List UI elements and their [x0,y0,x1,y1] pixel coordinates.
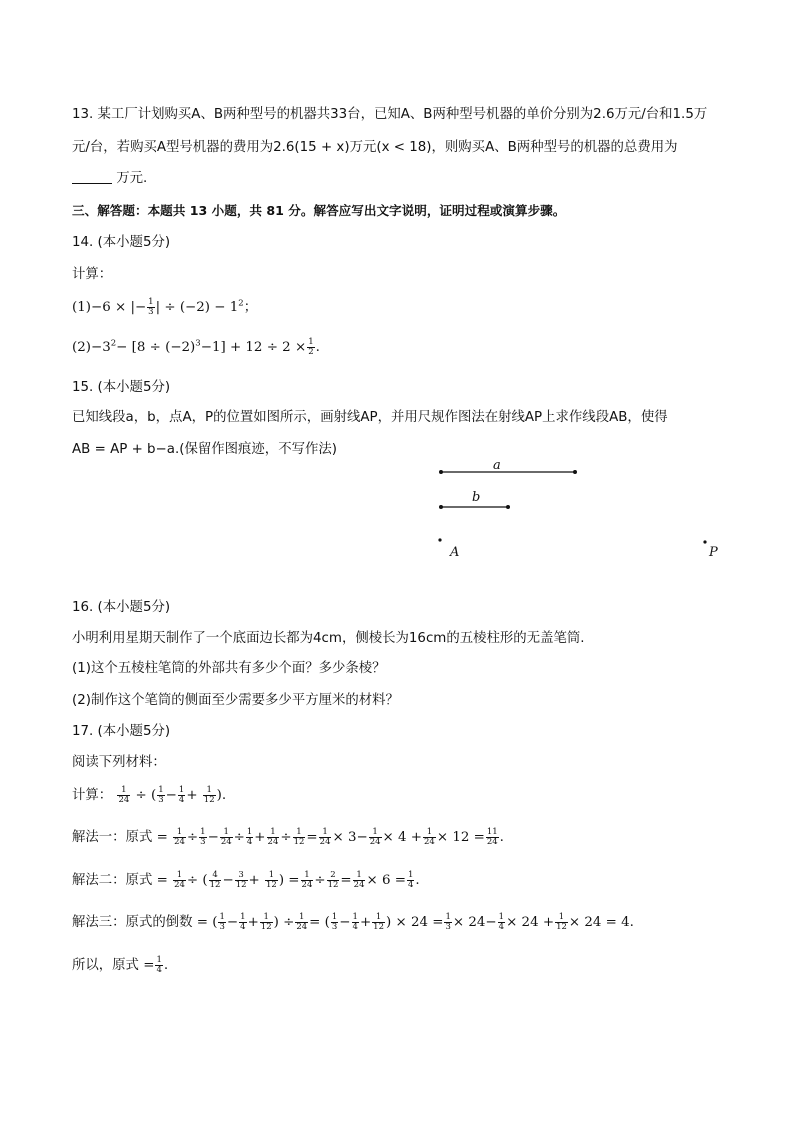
q14-part1: (1)−6 × |− $\frac{1}{3}$ | ÷ $(-2) - 1^2$； [72,297,258,317]
q14-part2: $(2)-3^2- [8 \div (-2)^3-1] + 12 \div 2$ × $\frac{1}{2}$ . [72,337,320,357]
point-P [703,540,706,543]
label-b: b [472,490,481,505]
segment-b-start [439,505,443,509]
q13-unit: 万元. [116,171,148,186]
q16-part1: (1)这个五棱柱笔筒的外部共有多少个面？多少条棱？ [72,661,386,676]
q14-heading: 14. (本小题5分) [72,235,171,250]
q15-heading: 15. (本小题5分) [72,380,171,395]
segment-a-start [439,470,443,474]
q17-method2: 解法二：原式 = $\frac{1}{24}$ ÷ ( $\frac{4}{12}$ − $\frac{3}{12}$ + $\frac{1}{12}$ ) = $\frac{1}{24}$ ÷ $\frac{2}{12}$ = $\frac{1}{24}$ × 6 = $\frac{1}{4}$ . [72,870,420,890]
q17-calc: 计算： $\frac{1}{24}$ ÷ ( $\frac{1}{3}$ − $\frac{1}{4}$ + $\frac{1}{12}$ ). [72,785,227,805]
q15-line1: 已知线段a，b，点A，P的位置如图所示，画射线AP，并用尺规作图法在射线AP上求作线段AB，使得 [72,410,668,425]
segment-a-end [573,470,577,474]
q16-line1: 小明利用星期天制作了一个底面边长都为4cm，侧棱长为16cm的五棱柱形的无盖笔筒. [72,631,585,646]
q14-intro: 计算： [72,267,113,282]
q16-heading: 16. (本小题5分) [72,600,171,615]
q17-conclusion: 所以，原式 = $\frac{1}{4}$ . [72,955,169,975]
q17-method1: 解法一：原式 = $\frac{1}{24}$ ÷ $\frac{1}{3}$ − $\frac{1}{24}$ ÷ $\frac{1}{4}$ + $\frac{1}{24}$ ÷ $\frac{1}{12}$ = $\frac{1}{24}$ × 3− $\frac{1}{24}$ × 4 + $\frac{1}{24}$ × 12 = $\frac{11}{24}$ . [72,827,504,847]
q17-heading: 17. (本小题5分) [72,724,171,739]
label-a: a [493,458,501,473]
q17-intro: 阅读下列材料： [72,755,166,770]
q13-line1: 13. 某工厂计划购买A、B两种型号的机器共33台，已知A、B两种型号机器的单价分别为2.6万元/台和1.5万 [72,107,708,122]
q15-line2: AB = AP + b−a.(保留作图痕迹，不写作法) [72,442,337,457]
label-A: A [450,545,460,560]
label-P: P [709,545,718,560]
section-3-heading: 三、解答题：本题共 13 小题，共 81 分。解答应写出文字说明，证明过程或演算步骤。 [72,203,566,218]
q16-part2: (2)制作这个笔筒的侧面至少需要多少平方厘米的材料？ [72,693,399,708]
q17-method3: 解法三：原式的倒数 = ( $\frac{1}{3}$ − $\frac{1}{4}$ + $\frac{1}{12}$ ) ÷ $\frac{1}{24}$ = ( $\frac{1}{3}$ − $\frac{1}{4}$ + $\frac{1}{12}$ ) × 24 = $\frac{1}{3}$ × 24− $\frac{1}{4}$ × 24 + $\frac{1}{12}$ × 24 = 4. [72,912,634,932]
q13-line2: 元/台，若购买A型号机器的费用为2.6(15 + x)万元(x < 18)，则购买A、B两种型号的机器的总费用为 [72,140,678,155]
segment-b-end [506,505,510,509]
point-A [438,538,441,541]
